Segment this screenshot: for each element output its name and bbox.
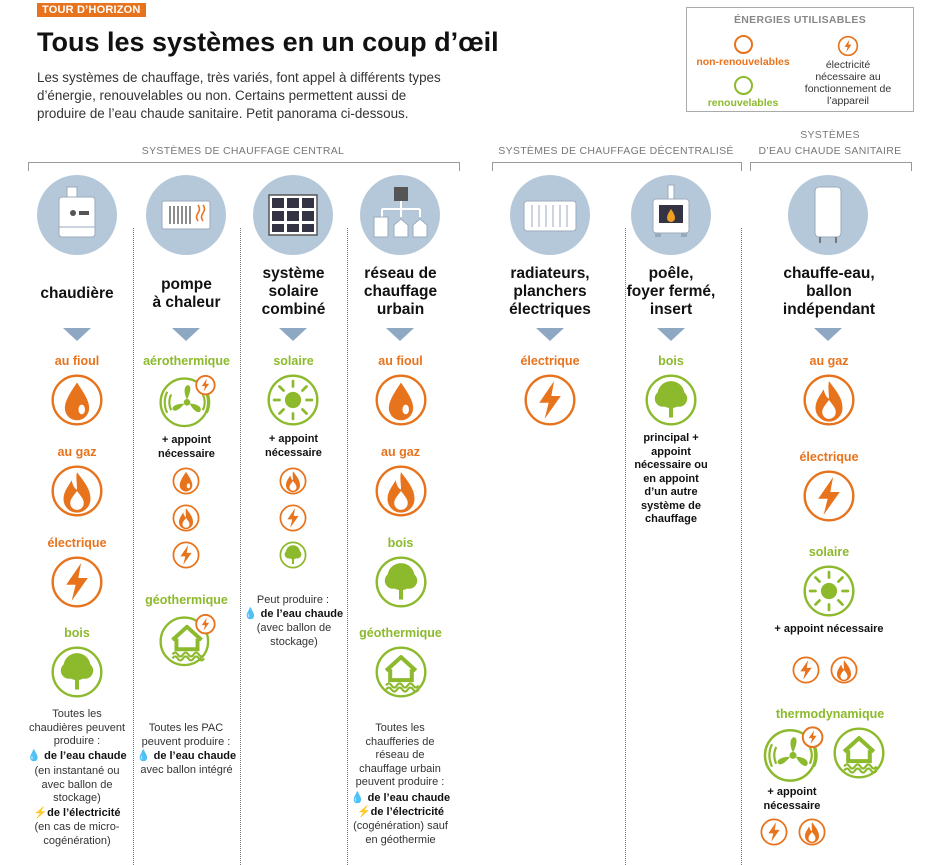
legend-non-renewable: non-renouvelables [696,56,790,68]
small-bolt-icon: ⚡ [356,806,371,818]
poele-name-line2: foyer fermé, [626,283,716,300]
water-drop-icon: 💧 [243,608,258,620]
reseau-name-line1: réseau de [364,265,437,282]
solaire-hot-water-text: de l’eau chaude [260,608,344,620]
ecs-appoint1-electric-icon [792,656,820,684]
solaire-note-2: (avec ballon de stockage) [256,622,332,648]
legend-box [686,7,914,112]
reseau-fioul-label: au fioul [378,354,423,368]
ecs-appoint1-gas-icon [830,656,858,684]
solaire-name-line1: système [262,265,325,282]
fuel-drop-icon [50,373,104,427]
ecs-appoint2-electric-icon [760,818,788,846]
pac-appoint-fuel-icon [172,467,200,495]
system-name-reseau [347,265,454,319]
ecs-sun-icon [802,564,856,618]
reseau-wood-icon [374,555,428,609]
arrow-chaudiere [63,328,91,341]
pac-name-line1: pompe [161,276,212,293]
page-title: Tous les systèmes en un coup d’œil [37,27,499,57]
solar-panel-icon [253,175,333,255]
aerothermal-fan-icon [158,373,216,429]
solaire-hot-water [240,608,347,622]
section-ecs-line2: D’EAU CHAUDE SANITAIRE [758,145,902,157]
reseau-name-line2: chauffage [363,283,438,300]
reseau-note-2: (cogénération) sauf en géothermie [353,820,448,846]
pac-appoint-gas-icon [172,504,200,532]
radiator-icon [510,175,590,255]
ecs-fan-icon [762,726,824,782]
pac-appoint: + appoint nécessaire [158,434,215,460]
poele-name-line1: poêle, [648,265,694,282]
reseau-electricity [347,806,454,820]
section-decentral: SYSTÈMES DE CHAUFFAGE DÉCENTRALISÉ [498,145,734,157]
ecs-name-line1: chauffe-eau, [783,265,875,282]
energy-electrique-label: électrique [47,536,107,550]
solaire-appoint-wood-icon [279,541,307,569]
boiler-icon [37,175,117,255]
renewable-ring-icon [734,76,753,95]
system-name-chaudiere: chaudière [40,285,114,302]
water-drop-icon: 💧 [350,792,365,804]
bracket-ecs [750,162,912,171]
non-renewable-ring-icon [734,35,753,54]
energy-solaire-label: solaire [273,354,314,368]
system-name-ecs [769,265,889,319]
separator-5 [741,228,742,865]
radiateurs-electric-icon [523,373,577,427]
small-bolt-icon: ⚡ [33,807,48,819]
system-name-solaire [240,265,347,319]
bracket-decentral [492,162,742,171]
arrow-reseau [386,328,414,341]
reseau-bois-label: bois [387,536,414,550]
energy-bois-label: bois [64,626,90,640]
energy-fioul-label: au fioul [54,354,100,368]
radiateurs-electrique-label: électrique [520,354,580,368]
chaudiere-electricity-text: de l’électricité [47,807,121,819]
stove-icon [631,175,711,255]
reseau-fuel-icon [374,373,428,427]
water-drop-icon: 💧 [27,750,42,762]
reseau-gaz-label: au gaz [381,445,420,459]
district-heating-icon [360,175,440,255]
solaire-note-1: Peut produire : [256,594,330,606]
ecs-thermodynamique-label: thermodynamique [775,707,885,721]
pac-name-line2: à chaleur [152,294,221,311]
energy-aerothermique-label: aérothermique [143,354,230,368]
chaudiere-electricity [22,807,132,821]
poele-bois-label: bois [658,354,684,368]
legend-title: ÉNERGIES UTILISABLES [733,14,866,26]
separator-2 [240,228,241,865]
energy-gaz-label: au gaz [57,445,97,459]
ecs-electric-icon [802,469,856,523]
section-tag: TOUR D’HORIZON [37,3,146,17]
system-name-pac [133,276,240,312]
section-central: SYSTÈMES DE CHAUFFAGE CENTRAL [141,145,345,157]
radiateurs-name-line2: planchers [513,283,587,300]
legend-renewable: renouvelables [707,97,779,109]
chaudiere-note-2: (en instantané ou avec ballon de stockage) [34,765,120,804]
arrow-radiateurs [536,328,564,341]
electricity-ring-icon [837,35,859,57]
legend-electricity: électricité nécessaire au fonctionnement de l’appareil [804,59,892,107]
sun-icon [266,373,320,427]
solaire-appoint-gas-icon [279,467,307,495]
water-drop-icon: 💧 [136,750,151,762]
ecs-geothermal-icon [832,726,886,780]
reseau-hot-water-text: de l’eau chaude [367,792,451,804]
chaudiere-note-3: (en cas de micro-cogénération) [34,821,120,847]
reseau-name-line3: urbain [376,301,425,318]
chaudiere-note-1: Toutes les chaudières peuvent produire : [28,708,125,747]
ecs-gas-icon [802,373,856,427]
reseau-note-1: Toutes les chaufferies de réseau de chauffage urbain peuvent produire : [355,722,445,788]
pac-hot-water [133,750,240,764]
chaudiere-hot-water-text: de l’eau chaude [44,750,127,762]
pac-note-1: Toutes les PAC peuvent produire : [141,722,231,748]
ecs-appoint2-gas-icon [798,818,826,846]
arrow-ecs [814,328,842,341]
energy-geothermique-label: géothermique [145,593,228,607]
arrow-poele [657,328,685,341]
intro-text: Les systèmes de chauffage, très variés, font appel à différents types d’énergie, renouvelables ou non. Certains permettent aussi de produire de l’eau chaude sanitaire. Petit panorama ci-dessous. [37,70,441,121]
ecs-appoint-2: + appoint nécessaire [763,786,821,812]
poele-note: principal + appoint nécessaire ou en appoint d’un autre système de chauffage [634,432,708,525]
system-name-poele [616,265,726,319]
solaire-appoint-electric-icon [279,504,307,532]
gas-flame-icon [50,464,104,518]
radiateurs-name-line3: électriques [509,301,591,318]
reseau-gas-icon [374,464,428,518]
reseau-geothermal-icon [374,645,428,699]
radiateurs-name-line1: radiateurs, [510,265,590,282]
bracket-central [28,162,460,171]
poele-wood-icon [644,373,698,427]
ecs-name-line2: ballon [806,283,852,300]
separator-4 [625,228,626,865]
ecs-electrique-label: électrique [799,450,859,464]
solaire-name-line2: solaire [268,283,319,300]
ecs-appoint-1: + appoint nécessaire [774,623,884,635]
ecs-solaire-label: solaire [808,545,850,559]
heat-pump-icon [146,175,226,255]
reseau-hot-water [347,792,454,806]
pac-appoint-electric-icon [172,541,200,569]
wood-tree-icon [50,645,104,699]
solaire-appoint: + appoint nécessaire [265,433,322,459]
arrow-pac [172,328,200,341]
pac-note-2: avec ballon intégré [140,764,233,776]
arrow-solaire [279,328,307,341]
section-ecs-line1: SYSTÈMES [800,129,860,141]
reseau-electricity-text: de l’électricité [370,806,445,818]
system-name-radiateurs [495,265,605,319]
solaire-name-line3: combiné [261,301,326,318]
geothermal-house-icon [158,612,216,668]
reseau-geothermique-label: géothermique [359,626,442,640]
ecs-name-line3: indépendant [782,301,876,318]
water-heater-icon [788,175,868,255]
electric-bolt-icon [50,555,104,609]
pac-hot-water-text: de l’eau chaude [153,750,237,762]
poele-name-line3: insert [649,301,693,318]
chaudiere-hot-water [22,750,132,764]
ecs-gaz-label: au gaz [809,354,849,368]
